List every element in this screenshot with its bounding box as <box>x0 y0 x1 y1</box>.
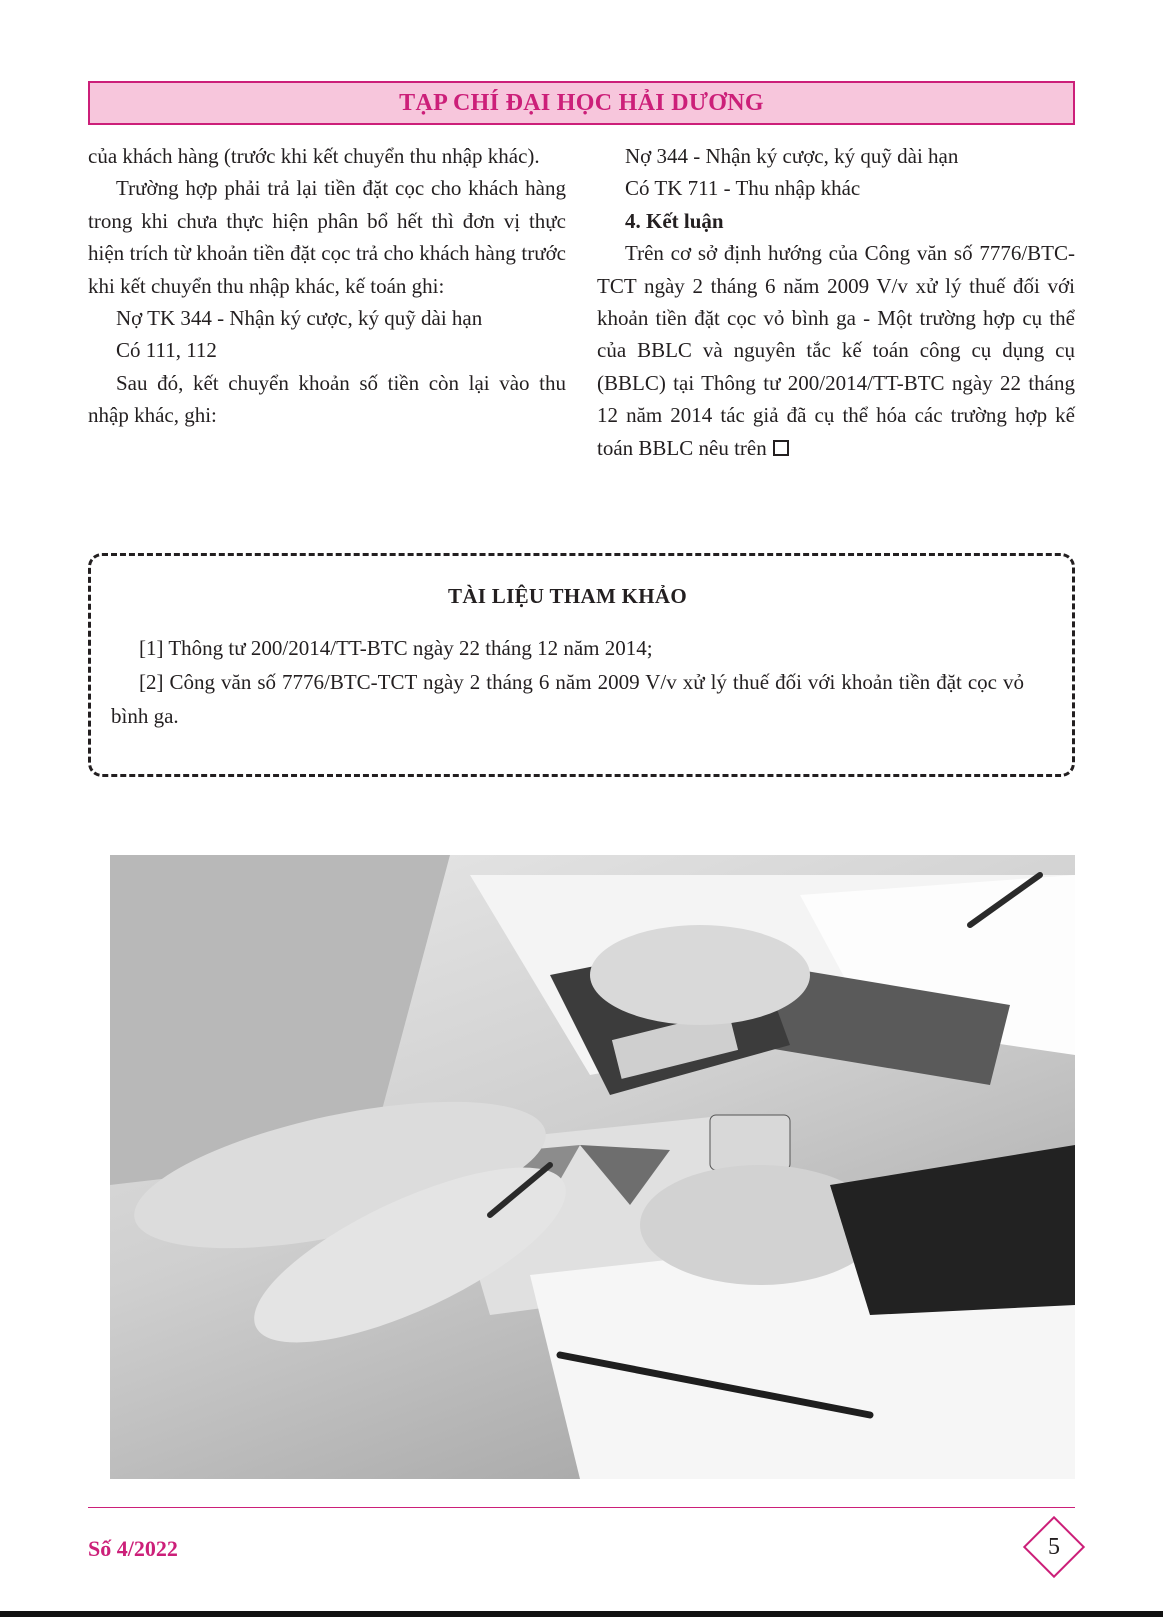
references-title: TÀI LIỆU THAM KHẢO <box>448 584 687 608</box>
references-box <box>88 553 1075 777</box>
reference-item: [1] Thông tư 200/2014/TT-BTC ngày 22 tháng 12 năm 2014; <box>139 636 653 660</box>
left-column <box>88 140 566 432</box>
end-mark-icon <box>773 440 789 456</box>
section-heading: 4. Kết luận <box>625 208 724 233</box>
journal-entry-debit: Nợ TK 344 - Nhận ký cược, ký quỹ dài hạn <box>116 306 483 331</box>
hand <box>590 925 810 1025</box>
journal-title: TẠP CHÍ ĐẠI HỌC HẢI DƯƠNG <box>399 89 764 116</box>
footer-divider <box>88 1507 1075 1508</box>
suit-sleeve <box>830 1145 1075 1315</box>
conclusion-paragraph <box>597 237 1075 464</box>
paragraph-refund-case: Trường hợp phải trả lại tiền đặt cọc cho khách hàng trong khi chưa thực hiện phân bổ hết thì đơn vị thực hiện trích từ khoản tiền đặt cọc trả cho khách hàng trước khi kết chuyển thu nhập khác, kế toán ghi: <box>88 176 566 298</box>
paragraph-transfer: Sau đó, kết chuyển khoản số tiền còn lại vào thu nhập khác, ghi: <box>88 370 566 428</box>
journal-header <box>88 81 1075 125</box>
conclusion-text: Trên cơ sở định hướng của Công văn số 7776/BTC-TCT ngày 2 tháng 6 năm 2009 V/v xử lý thuế đối với khoản tiền đặt cọc vỏ bình ga - Một trường hợp cụ thể của BBLC và nguyên tắc kế toán công cụ dụng cụ (BBLC) tại Thông tư 200/2014/TT-BTC ngày 22 tháng 12 năm 2014 tác giả đã cụ thể hóa các trường hợp kế toán BBLC nêu trên <box>597 241 1075 460</box>
photo-illustration <box>110 855 1075 1479</box>
journal-entry-credit: Có 111, 112 <box>116 338 217 363</box>
journal-entry-credit: Có TK 711 - Thu nhập khác <box>625 176 861 201</box>
business-meeting-photo <box>110 855 1075 1479</box>
page-number: 5 <box>1048 1533 1060 1560</box>
journal-entry-debit: Nợ 344 - Nhận ký cược, ký quỹ dài hạn <box>625 144 959 168</box>
right-column <box>597 140 1075 464</box>
issue-number: Số 4/2022 <box>88 1536 178 1561</box>
paragraph-continuation: của khách hàng (trước khi kết chuyển thu nhập khác). <box>88 144 540 168</box>
reference-item: [2] Công văn số 7776/BTC-TCT ngày 2 tháng 6 năm 2009 V/v xử lý thuế đối với khoản tiền đặt cọc vỏ bình ga. <box>111 670 1024 728</box>
phone <box>710 1115 790 1170</box>
bottom-edge <box>0 1611 1163 1617</box>
